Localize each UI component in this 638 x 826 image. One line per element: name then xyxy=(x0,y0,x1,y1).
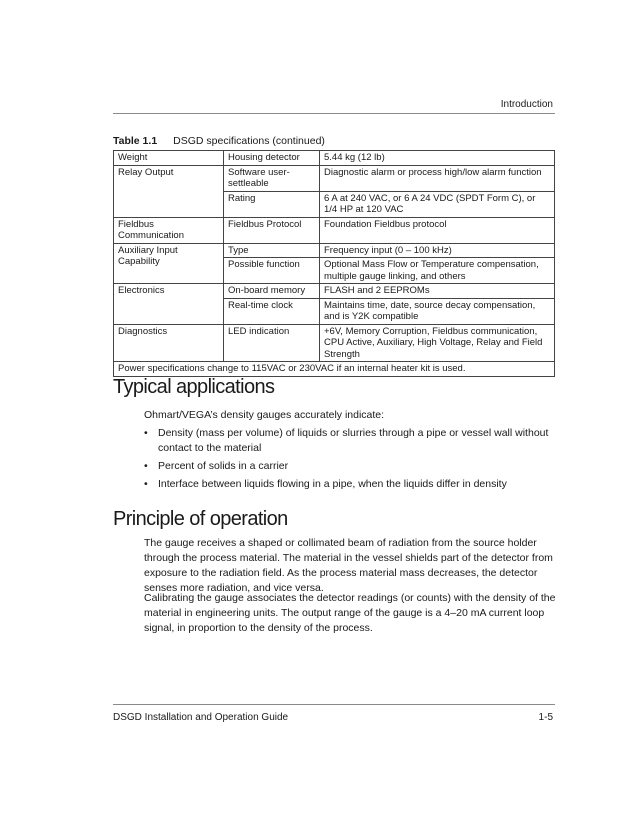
table-cell-item: Housing detector xyxy=(224,151,320,166)
header-divider xyxy=(113,113,555,114)
list-item xyxy=(144,477,556,492)
table-cell-value: Optional Mass Flow or Temperature compensation, multiple gauge linking, and others xyxy=(320,258,555,284)
list-item-text: Interface between liquids flowing in a pipe, when the liquids differ in density xyxy=(158,478,507,490)
table-cell-category: Diagnostics xyxy=(114,324,224,362)
table-cell-item: Type xyxy=(224,243,320,258)
applications-list xyxy=(144,426,556,495)
table-caption xyxy=(113,135,325,147)
table-row xyxy=(114,243,555,258)
list-item-text: Density (mass per volume) of liquids or slurries through a pipe or vessel wall without contact to the material xyxy=(158,427,549,454)
table-cell-value: FLASH and 2 EEPROMs xyxy=(320,284,555,299)
table-row xyxy=(114,324,555,362)
table-footnote-row xyxy=(114,362,555,377)
table-cell-category: Auxiliary Input Capability xyxy=(114,243,224,284)
table-cell-value: Frequency input (0 – 100 kHz) xyxy=(320,243,555,258)
table-cell-item: Fieldbus Protocol xyxy=(224,217,320,243)
body-paragraph: The gauge receives a shaped or collimated beam of radiation from the source holder through the process material. The material in the vessel shields part of the detector from exposure to the radiation field. As the process material mass decreases, the detector senses more radiation, and vice versa. xyxy=(144,537,553,594)
running-header: Introduction xyxy=(500,99,553,110)
table-cell-value: Foundation Fieldbus protocol xyxy=(320,217,555,243)
table-cell-item: Real-time clock xyxy=(224,298,320,324)
table-cell-item: On-board memory xyxy=(224,284,320,299)
table-cell-value: Diagnostic alarm or process high/low alarm function xyxy=(320,165,555,191)
list-item xyxy=(144,426,556,456)
table-cell-item: Possible function xyxy=(224,258,320,284)
intro-paragraph: Ohmart/VEGA’s density gauges accurately indicate: xyxy=(144,409,385,421)
list-item xyxy=(144,459,556,474)
table-cell-category: Electronics xyxy=(114,284,224,325)
table-cell-item: Rating xyxy=(224,191,320,217)
specifications-table xyxy=(113,150,555,377)
table-cell-value: 6 A at 240 VAC, or 6 A 24 VDC (SPDT Form C), or 1/4 HP at 120 VAC xyxy=(320,191,555,217)
body-paragraph: Calibrating the gauge associates the detector readings (or counts) with the density of the material in engineering units. The output range of the gauge is a 4–20 mA current loop signal, in proportion to the density of the process. xyxy=(144,592,556,634)
table-cell-value: +6V, Memory Corruption, Fieldbus communication, CPU Active, Auxiliary, High Voltage, Relay and Field Strength xyxy=(320,324,555,362)
table-cell-category: Weight xyxy=(114,151,224,166)
footer-divider xyxy=(113,704,555,705)
list-item-text: Percent of solids in a carrier xyxy=(158,460,289,472)
table-row xyxy=(114,165,555,191)
table-cell-value: 5.44 kg (12 lb) xyxy=(320,151,555,166)
table-note: Power specifications change to 115VAC or 230VAC if an internal heater kit is used. xyxy=(114,362,555,377)
table-cell-item: Software user-settleable xyxy=(224,165,320,191)
bullet-icon: • xyxy=(144,478,148,490)
table-row xyxy=(114,284,555,299)
table-row xyxy=(114,217,555,243)
bullet-icon: • xyxy=(144,427,148,439)
table-title: DSGD specifications (continued) xyxy=(173,135,325,147)
table-cell-category: Fieldbus Communication xyxy=(114,217,224,243)
table-number: Table 1.1 xyxy=(113,135,158,147)
page-number: 1-5 xyxy=(538,712,553,723)
footer-document-title: DSGD Installation and Operation Guide xyxy=(113,712,289,723)
table-row xyxy=(114,151,555,166)
table-cell-value: Maintains time, date, source decay compensation, and is Y2K compatible xyxy=(320,298,555,324)
bullet-icon: • xyxy=(144,460,148,472)
section-heading-typical-applications: Typical applications xyxy=(113,376,275,398)
table-cell-item: LED indication xyxy=(224,324,320,362)
table-cell-category: Relay Output xyxy=(114,165,224,217)
section-heading-principle-of-operation: Principle of operation xyxy=(113,508,288,530)
